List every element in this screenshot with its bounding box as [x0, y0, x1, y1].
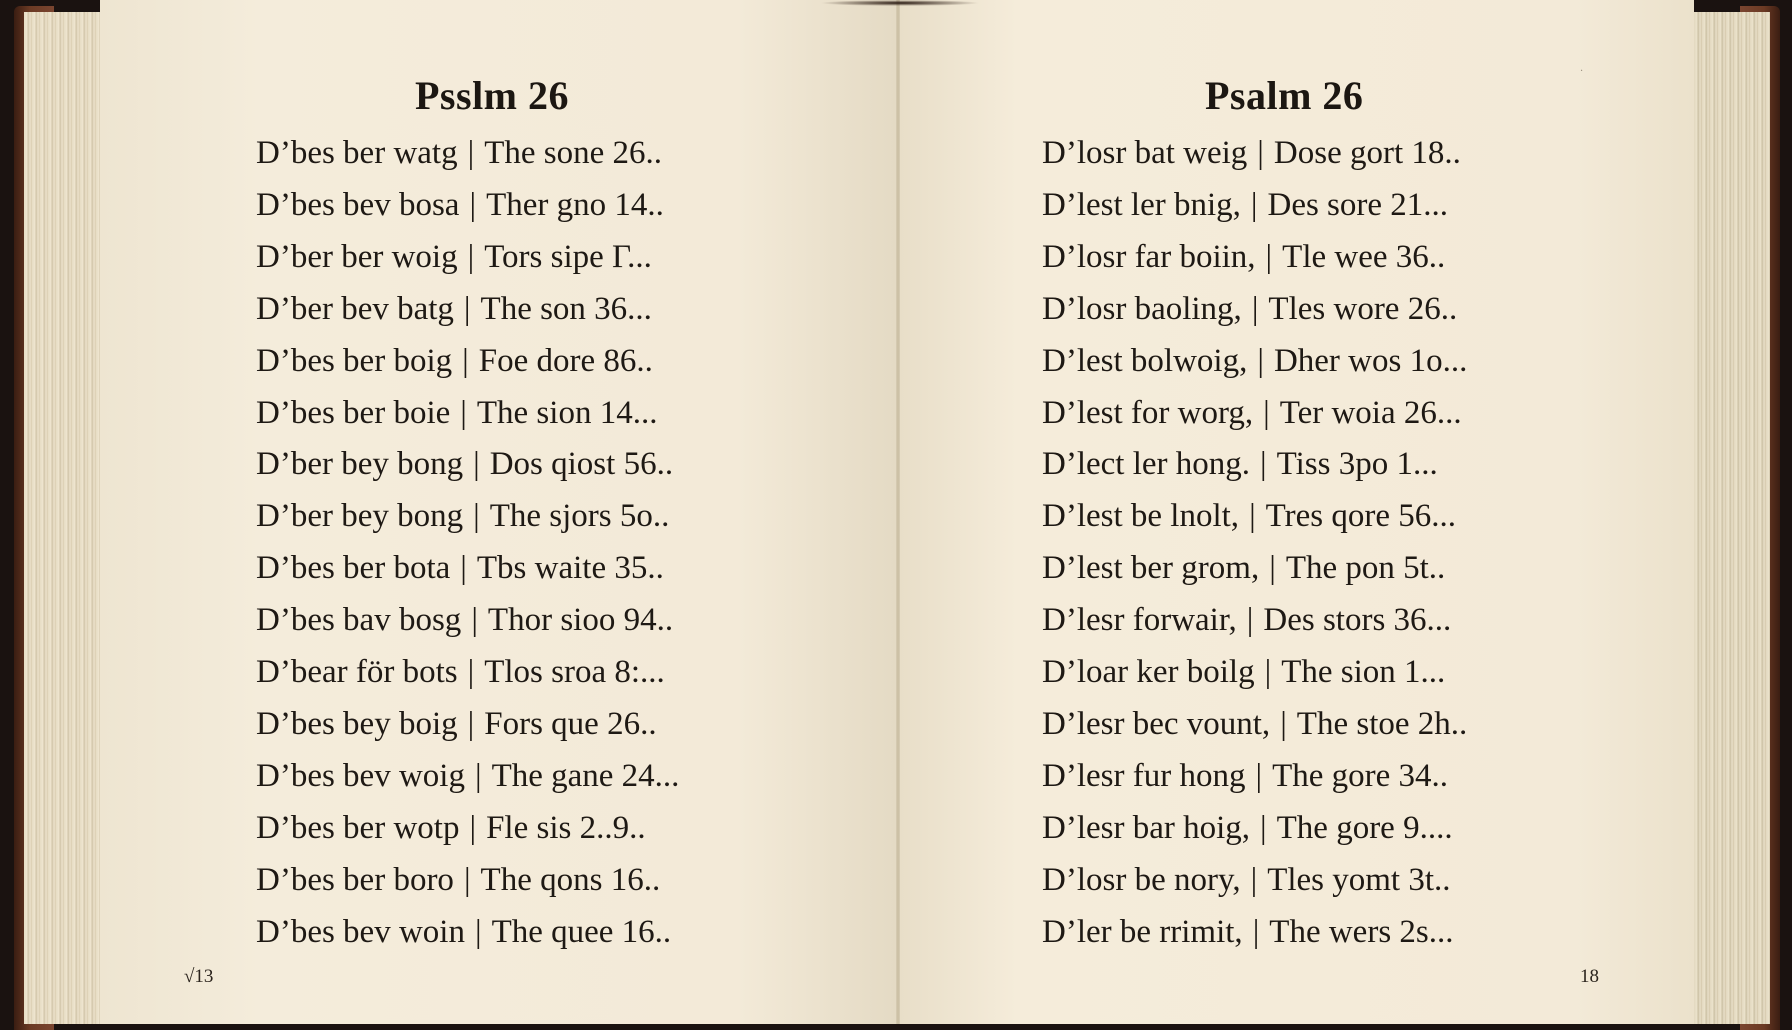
verse-separator: |: [1260, 446, 1267, 483]
verse-line: [256, 128, 679, 180]
verse-line: [1042, 336, 1467, 388]
verse-line: [1042, 855, 1467, 907]
verse-separator: |: [463, 290, 471, 327]
left-page-number: √13: [184, 966, 214, 987]
verse-left-text: D’losr baoling,: [1042, 290, 1242, 327]
verse-line: [256, 439, 679, 491]
left-page-title: Psslm 26: [415, 73, 569, 118]
verse-left-text: D’ber bey bong: [256, 498, 464, 535]
verse-right-text: The sion 1...: [1281, 654, 1446, 691]
verse-line: [256, 855, 679, 907]
verse-left-text: D’bes bav bosg: [256, 602, 462, 639]
verse-line: [256, 803, 679, 855]
verse-left-text: D’bes ber wotp: [256, 809, 460, 846]
verse-left-text: D’bes ber boie: [256, 394, 451, 431]
verse-right-text: The gane 24...: [491, 757, 680, 794]
verse-left-text: D’bes ber boig: [256, 342, 453, 379]
verse-left-text: D’lesr bar hoig,: [1042, 809, 1251, 846]
verse-separator: |: [1265, 238, 1273, 275]
verse-separator: |: [1250, 186, 1258, 223]
verse-separator: |: [467, 654, 475, 691]
verse-line: [256, 595, 679, 647]
verse-separator: |: [462, 342, 469, 379]
verse-line: [1042, 491, 1467, 543]
verse-separator: |: [1260, 809, 1267, 846]
verse-left-text: D’ler be rrimit,: [1042, 913, 1243, 950]
verse-left-text: D’bes ber watg: [256, 135, 458, 171]
verse-right-text: Ter woia 26...: [1279, 394, 1462, 431]
right-page-title: Psalm 26: [1205, 73, 1364, 118]
verse-left-text: D’lesr bec vount,: [1042, 705, 1271, 742]
verse-right-text: Tlos sroa 8:...: [484, 654, 665, 691]
verse-right-text: Dher wos 1o...: [1273, 342, 1468, 379]
verse-right-text: Fle sis 2..9..: [486, 809, 646, 846]
verse-line: [256, 907, 679, 959]
verse-left-text: D’lest ler bnig,: [1042, 186, 1241, 223]
verse-separator: |: [1246, 602, 1254, 639]
verse-line: [1042, 128, 1467, 180]
verse-right-text: The son 36...: [480, 290, 652, 327]
verse-right-text: Tres qore 56...: [1265, 498, 1457, 535]
verse-left-text: D’lesr forwair,: [1042, 602, 1237, 639]
verse-line: [1042, 543, 1467, 595]
verse-separator: |: [1257, 342, 1264, 379]
verse-line: [256, 232, 679, 284]
verse-line: [256, 491, 679, 543]
verse-right-text: Fors que 26..: [484, 705, 657, 742]
verse-separator: |: [467, 705, 475, 742]
paper-speck: ·: [1580, 66, 1584, 77]
verse-line: [256, 284, 679, 336]
verse-separator: |: [474, 757, 482, 794]
verse-separator: |: [460, 394, 467, 431]
verse-right-text: Des sore 21...: [1267, 186, 1449, 223]
verse-right-text: Dose gort 18..: [1273, 135, 1461, 171]
verse-separator: |: [1249, 498, 1256, 535]
verse-right-text: The stoe 2h..: [1296, 705, 1468, 742]
verse-line: [1042, 232, 1467, 284]
verse-separator: |: [1263, 394, 1270, 431]
verse-right-text: Foe dore 86..: [478, 342, 653, 379]
verse-left-text: D’lest ber grom,: [1042, 550, 1260, 587]
verse-right-text: Dos qiost 56..: [489, 446, 674, 483]
verse-right-text: Tors sipe Γ...: [484, 238, 652, 275]
right-page-verses: [1042, 128, 1467, 959]
verse-left-text: D’ber ber woig: [256, 238, 458, 275]
verse-line: [1042, 180, 1467, 232]
verse-right-text: Tles wore 26..: [1268, 290, 1458, 327]
verse-left-text: D’bes ber boro: [256, 861, 454, 898]
verse-left-text: D’loar ker boilg: [1042, 654, 1255, 691]
verse-left-text: D’bes bey boig: [256, 705, 458, 742]
verse-line: [256, 699, 679, 751]
verse-right-text: Tbs waite 35..: [476, 550, 664, 587]
verse-separator: |: [1252, 913, 1260, 950]
verse-line: [1042, 699, 1467, 751]
verse-line: [1042, 751, 1467, 803]
verse-right-text: Tiss 3po 1...: [1276, 446, 1438, 483]
verse-left-text: D’losr bat weig: [1042, 135, 1248, 171]
verse-right-text: The sone 26..: [484, 135, 662, 171]
page-edges-left: [24, 12, 100, 1024]
page-edges-right: [1694, 12, 1770, 1024]
verse-line: [1042, 595, 1467, 647]
verse-line: [256, 336, 679, 388]
verse-right-text: The sjors 5o..: [489, 498, 670, 535]
verse-line: [1042, 803, 1467, 855]
verse-left-text: D’lest bolwoig,: [1042, 342, 1248, 379]
verse-right-text: Thor sioo 94..: [487, 602, 674, 639]
verse-separator: |: [1269, 550, 1276, 587]
spine-shadow: [820, 0, 980, 6]
verse-line: [1042, 439, 1467, 491]
verse-left-text: D’losr be nory,: [1042, 861, 1241, 898]
verse-separator: |: [473, 446, 480, 483]
verse-line: [1042, 647, 1467, 699]
verse-line: [1042, 284, 1467, 336]
verse-separator: |: [463, 861, 471, 898]
verse-separator: |: [1255, 757, 1263, 794]
verse-left-text: D’ber bey bong: [256, 446, 464, 483]
verse-left-text: D’lest for worg,: [1042, 394, 1254, 431]
verse-separator: |: [469, 186, 477, 223]
verse-line: [256, 647, 679, 699]
verse-separator: |: [469, 809, 477, 846]
verse-right-text: Ther gno 14..: [486, 186, 664, 223]
verse-separator: |: [473, 498, 480, 535]
verse-separator: |: [471, 602, 478, 639]
verse-line: [256, 543, 679, 595]
verse-left-text: D’ber bev batg: [256, 290, 454, 327]
verse-line: [256, 751, 679, 803]
book-gutter: [896, 0, 900, 1024]
left-page-verses: [256, 128, 679, 959]
verse-line: [1042, 388, 1467, 440]
verse-line: [1042, 907, 1467, 959]
verse-left-text: D’lest be lnolt,: [1042, 498, 1240, 535]
verse-left-text: D’lect ler hong.: [1042, 446, 1251, 483]
verse-right-text: Tles yomt 3t..: [1267, 861, 1451, 898]
verse-right-text: The qons 16..: [480, 861, 661, 898]
verse-left-text: D’bes bev bosa: [256, 186, 460, 223]
verse-separator: |: [1257, 135, 1264, 171]
verse-separator: |: [1264, 654, 1272, 691]
verse-separator: |: [467, 135, 475, 171]
verse-line: [256, 388, 679, 440]
verse-separator: |: [467, 238, 475, 275]
verse-separator: |: [460, 550, 467, 587]
verse-right-text: The wers 2s...: [1269, 913, 1454, 950]
verse-separator: |: [474, 913, 482, 950]
verse-right-text: The sion 14...: [476, 394, 658, 431]
verse-right-text: The gore 34..: [1272, 757, 1449, 794]
verse-line: [256, 180, 679, 232]
verse-right-text: The gore 9....: [1276, 809, 1453, 846]
verse-separator: |: [1280, 705, 1287, 742]
verse-right-text: The quee 16..: [491, 913, 672, 950]
verse-right-text: Des stors 36...: [1263, 602, 1452, 639]
verse-right-text: Tle wee 36..: [1282, 238, 1446, 275]
verse-left-text: D’bes bev woig: [256, 757, 465, 794]
verse-left-text: D’lesr fur hong: [1042, 757, 1246, 794]
verse-left-text: D’losr far boiin,: [1042, 238, 1256, 275]
verse-separator: |: [1251, 290, 1259, 327]
right-page-number: 18: [1580, 966, 1599, 987]
verse-right-text: The pon 5t..: [1285, 550, 1446, 587]
verse-separator: |: [1250, 861, 1258, 898]
verse-left-text: D’bes ber bota: [256, 550, 451, 587]
verse-left-text: D’bes bev woin: [256, 913, 465, 950]
verse-left-text: D’bear för bots: [256, 654, 458, 691]
